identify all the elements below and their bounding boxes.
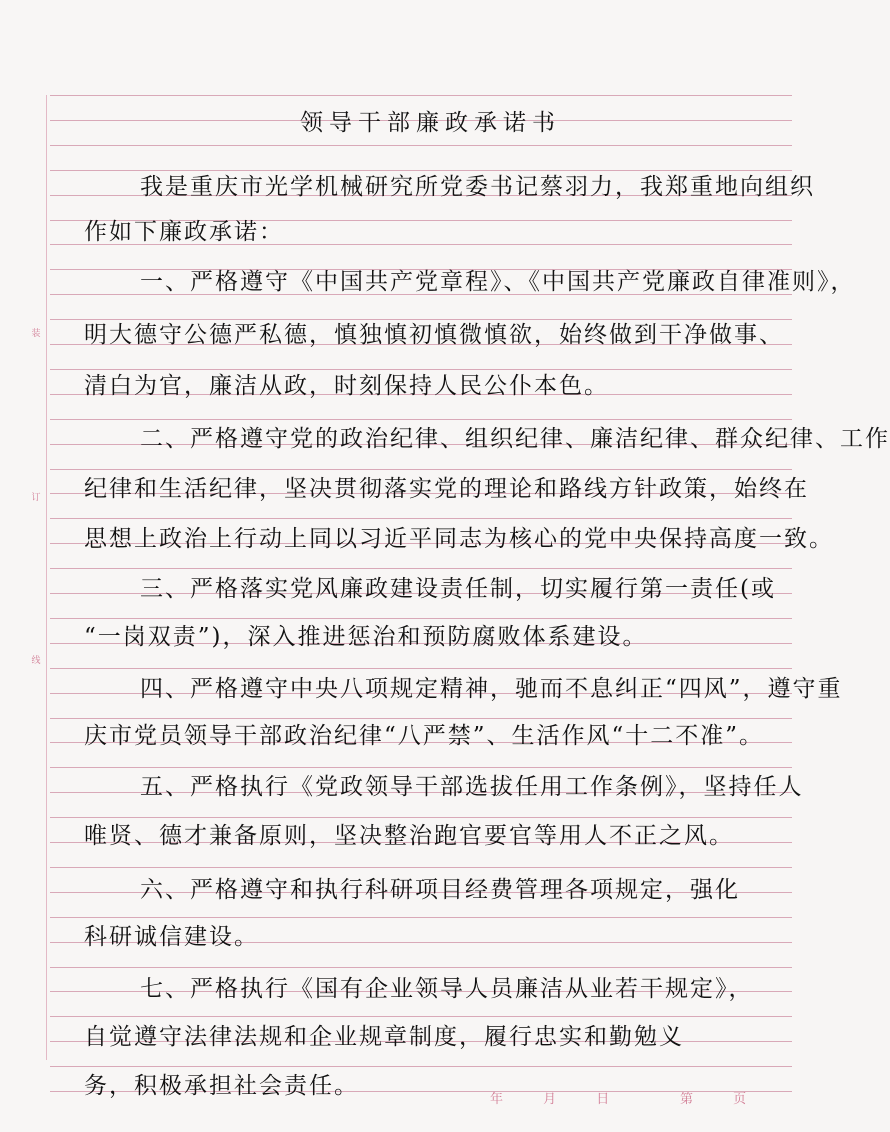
- body-line: 我是重庆市光学机械研究所党委书记蔡羽力，我郑重地向组织: [140, 174, 815, 200]
- binding-label-top: 装: [31, 329, 41, 339]
- body-line: 六、严格遵守和执行科研项目经费管理各项规定，强化: [140, 877, 740, 903]
- ruled-line: [50, 95, 792, 96]
- footer-page-number: 第 页: [680, 1092, 765, 1107]
- binding-label-bottom: 线: [31, 656, 41, 666]
- body-line: 四、严格遵守中央八项规定精神，驰而不息纠正“四风”，遵守重: [140, 676, 843, 702]
- ruled-line: [50, 568, 792, 569]
- body-line: 纪律和生活纪律，坚决贯彻落实党的理论和路线方针政策，始终在: [84, 476, 809, 502]
- binding-label-middle: 订: [31, 493, 41, 503]
- ruled-line: [50, 145, 792, 146]
- body-line: 三、严格落实党风廉政建设责任制，切实履行第一责任(或: [140, 576, 776, 602]
- body-line: 清白为官，廉洁从政，时刻保持人民公仆本色。: [84, 373, 609, 399]
- body-line: 庆市党员领导干部政治纪律“八严禁”、生活作风“十二不准”。: [84, 723, 765, 749]
- body-line: 思想上政治上行动上同以习近平同志为核心的党中央保持高度一致。: [84, 526, 834, 552]
- ruled-line: [50, 967, 792, 968]
- document-title: 领导干部廉政承诺书: [300, 110, 561, 136]
- body-line: “一岗双责”)，深入推进惩治和预防腐败体系建设。: [84, 624, 648, 650]
- body-line: 明大德守公德严私德，慎独慎初慎微慎欲，始终做到干净做事、: [84, 322, 784, 348]
- body-line: 七、严格执行《国有企业领导人员廉洁从业若干规定》，: [140, 976, 754, 1002]
- binding-margin-line: [46, 95, 47, 1060]
- ruled-line: [50, 668, 792, 669]
- ruled-line: [50, 867, 792, 868]
- body-line: 唯贤、德才兼备原则，坚决整治跑官要官等用人不正之风。: [84, 823, 734, 849]
- body-line: 科研诚信建设。: [84, 924, 259, 950]
- body-line: 五、严格执行《党政领导干部选拔任用工作条例》，坚持任人: [140, 774, 804, 800]
- body-line: 务，积极承担社会责任。: [84, 1073, 359, 1099]
- body-line: 自觉遵守法律法规和企业规章制度，履行忠实和勤勉义: [84, 1024, 684, 1050]
- footer-date: 年 月 日: [490, 1092, 628, 1107]
- body-line: 一、严格遵守《中国共产党章程》、《中国共产党廉政自律准则》，: [140, 269, 856, 295]
- body-line: 二、严格遵守党的政治纪律、组织纪律、廉洁纪律、群众纪律、工作: [140, 426, 890, 452]
- body-line: 作如下廉政承诺：: [84, 219, 284, 245]
